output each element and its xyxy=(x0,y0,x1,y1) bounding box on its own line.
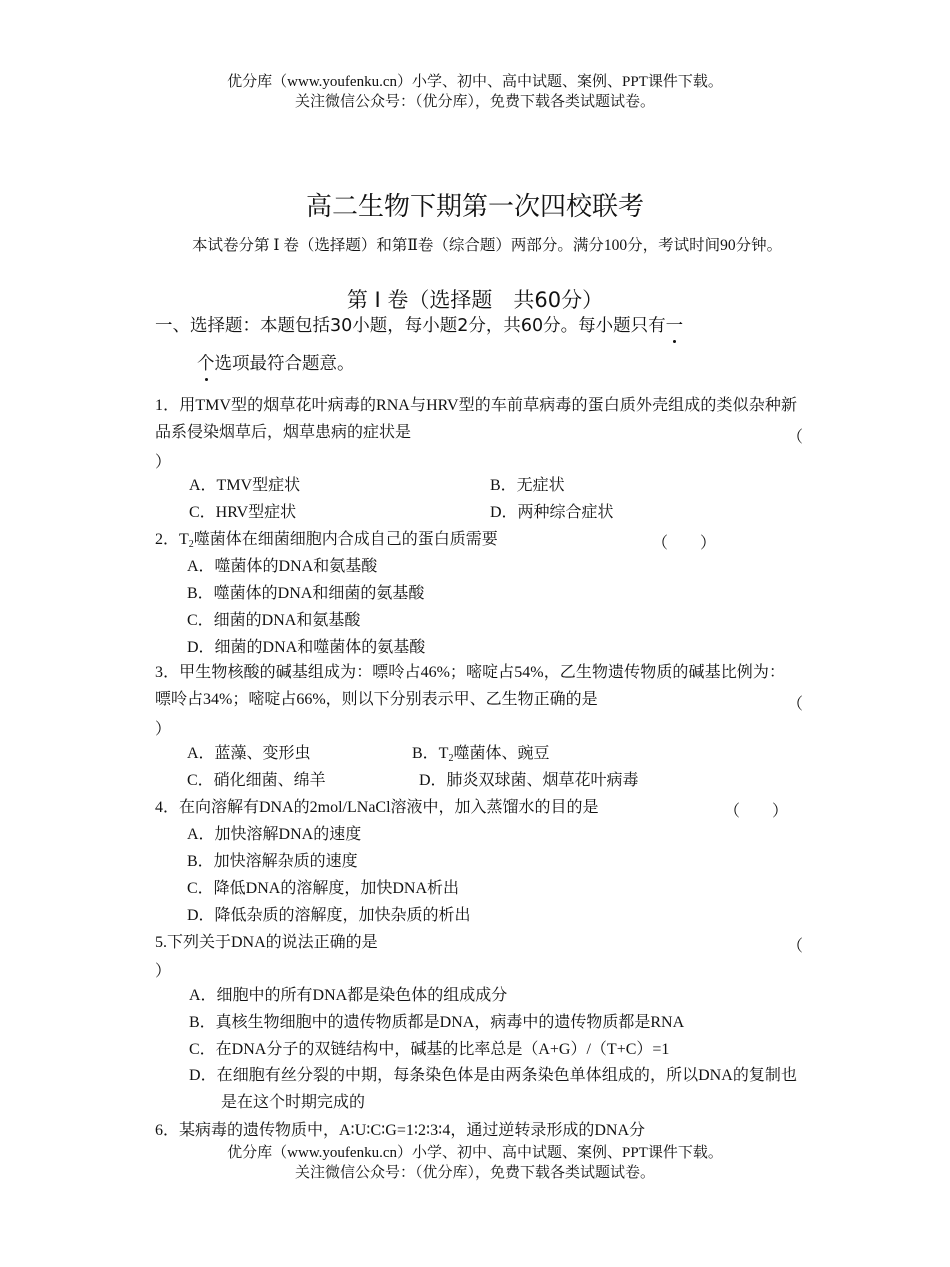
watermark-footer-line2: 关注微信公众号：（优分库），免费下载各类试题试卷。 xyxy=(294,1165,655,1181)
q4-answer-paren: （ ） xyxy=(724,803,789,820)
q1-option-d: D．两种综合症状 xyxy=(490,504,614,521)
section-one-instruction xyxy=(155,312,683,337)
section-one-text-a: 一、选择题：本题包括30小题，每小题2分，共60分。每小题只有 xyxy=(155,316,666,336)
q4-option-d: D．降低杂质的溶解度，加快杂质的析出 xyxy=(187,907,471,924)
question-6-stem: 6．某病毒的遗传物质中，A∶U∶C∶G=1∶2∶3∶4，通过逆转录形成的DNA分 xyxy=(155,1122,646,1139)
q1-answer-paren-open: （ xyxy=(787,429,804,446)
q4-option-a: A．加快溶解DNA的速度 xyxy=(187,826,362,843)
q3-option-c: C．硝化细菌、绵羊 xyxy=(187,772,326,789)
watermark-footer-line1: 优分库（www.youfenku.cn）小学、初中、高中试题、案例、PPT课件下载。 xyxy=(227,1145,723,1161)
q3-option-b-sub: 2 xyxy=(448,753,454,764)
q5-option-d: D．在细胞有丝分裂的中期，每条染色体是由两条染色单体组成的，所以DNA的复制也是在这个时期完成的 xyxy=(189,1067,797,1111)
q2-option-a: A．噬菌体的DNA和氨基酸 xyxy=(187,558,378,575)
q1-option-c: C．HRV型症状 xyxy=(189,504,297,521)
q2-stem-post: 噬菌体在细菌细胞内合成自己的蛋白质需要 xyxy=(193,531,498,548)
q3-answer-paren-close: ） xyxy=(155,721,172,738)
q4-option-b: B．加快溶解杂质的速度 xyxy=(187,853,358,870)
section-one-instruction-cont xyxy=(197,350,355,375)
question-5-stem: 5.下列关于DNA的说法正确的是 xyxy=(155,934,378,951)
q2-stem-pre: 2．T xyxy=(155,531,189,548)
watermark-header-line2: 关注微信公众号：（优分库），免费下载各类试题试卷。 xyxy=(294,94,655,110)
question-4-stem: 4．在向溶解有DNA的2mol/LNaCl溶液中，加入蒸馏水的目的是 xyxy=(155,799,599,816)
q3-option-b-post: 噬菌体、豌豆 xyxy=(453,745,550,762)
q2-answer-paren: （ ） xyxy=(652,535,717,552)
part-one-title: 第 Ⅰ 卷（选择题 共60分） xyxy=(346,288,604,312)
q3-option-b-pre: B．T xyxy=(412,745,449,762)
question-2-stem xyxy=(155,530,498,555)
emphasis-char-ge: 个 xyxy=(197,350,215,375)
q3-option-b xyxy=(412,744,549,769)
watermark-header-line1: 优分库（www.youfenku.cn）小学、初中、高中试题、案例、PPT课件下载。 xyxy=(227,74,723,90)
q2-option-d: D．细菌的DNA和噬菌体的氨基酸 xyxy=(187,639,426,656)
q2-option-b: B．噬菌体的DNA和细菌的氨基酸 xyxy=(187,585,425,602)
q3-option-d: D．肺炎双球菌、烟草花叶病毒 xyxy=(419,772,639,789)
q4-option-c: C．降低DNA的溶解度，加快DNA析出 xyxy=(187,880,460,897)
q5-option-c: C．在DNA分子的双链结构中，碱基的比率总是（A+G）/（T+C）=1 xyxy=(189,1041,670,1058)
q5-option-b: B．真核生物细胞中的遗传物质都是DNA，病毒中的遗传物质都是RNA xyxy=(189,1014,685,1031)
q1-option-a: A．TMV型症状 xyxy=(189,477,301,494)
section-one-text-b: 选项最符合题意。 xyxy=(214,354,355,374)
page-title: 高二生物下期第一次四校联考 xyxy=(305,192,644,222)
q2-option-c: C．细菌的DNA和氨基酸 xyxy=(187,612,361,629)
q5-answer-paren-open: （ xyxy=(787,938,804,955)
question-1-stem: 1．用TMV型的烟草花叶病毒的RNA与HRV型的车前草病毒的蛋白质外壳组成的类似杂种新品系侵染烟草后，烟草患病的症状是 xyxy=(155,397,797,441)
question-3-stem: 3．甲生物核酸的碱基组成为：嘌呤占46%；嘧啶占54%，乙生物遗传物质的碱基比例为：嘌呤占34%；嘧啶占66%，则以下分别表示甲、乙生物正确的是 xyxy=(155,664,785,708)
q5-option-a: A．细胞中的所有DNA都是染色体的组成成分 xyxy=(189,987,508,1004)
q1-option-b: B．无症状 xyxy=(490,477,565,494)
q1-answer-paren-close: ） xyxy=(155,454,172,471)
exam-intro: 本试卷分第 Ⅰ 卷（选择题）和第Ⅱ卷（综合题）两部分。满分100分，考试时间90分钟。 xyxy=(192,237,783,254)
emphasis-char-one: 一 xyxy=(666,312,684,337)
q3-option-a: A．蓝藻、变形虫 xyxy=(187,745,311,762)
q3-answer-paren-open: （ xyxy=(787,696,804,713)
q5-answer-paren-close: ） xyxy=(155,963,172,980)
q2-stem-sub: 2 xyxy=(188,539,194,550)
